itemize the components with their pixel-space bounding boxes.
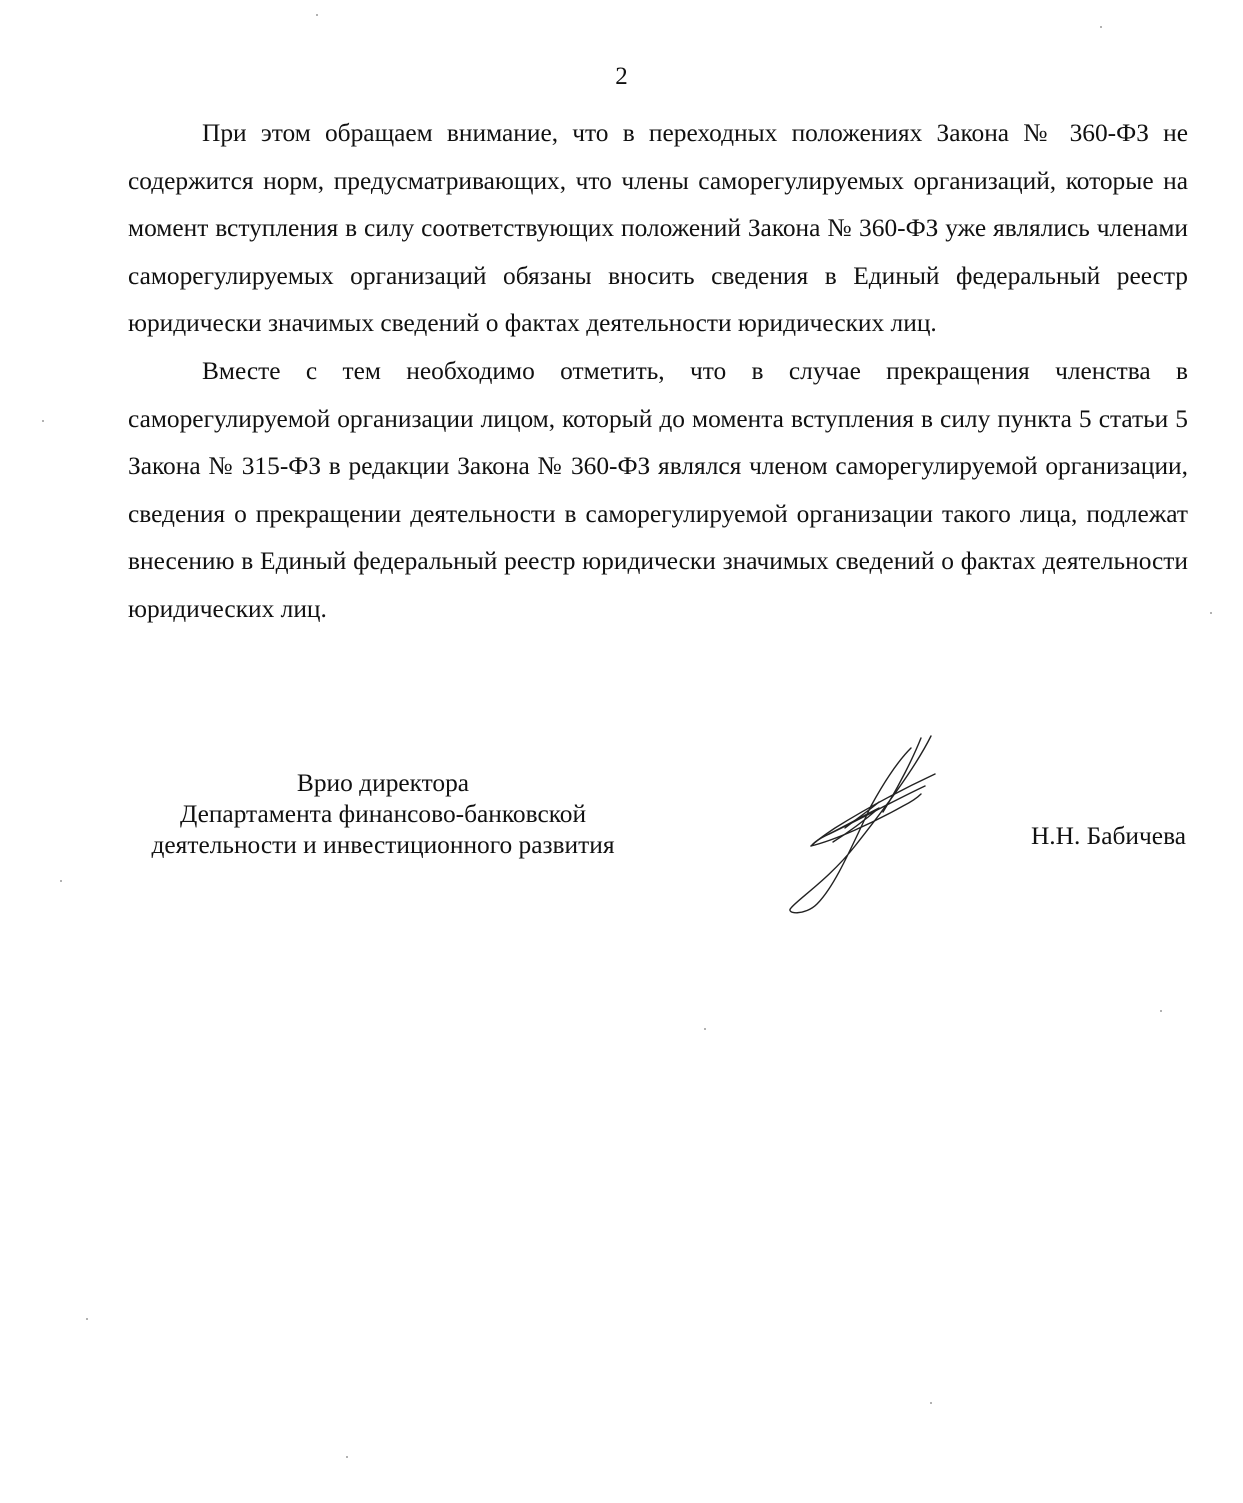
signatory-title (128, 768, 638, 861)
handwritten-signature (775, 728, 950, 918)
paragraph-transitional-provisions: При этом обращаем внимание, что в переходных положениях Закона № 360-ФЗ не содержится норм, предусматривающих, что члены саморегулируемых организаций, которые на момент вступления в силу соответствующих положений Закона № 360-ФЗ уже являлись членами саморегулируемых организаций обязаны вносить сведения в Единый федеральный реестр юридически значимых сведений о фактах деятельности юридических лиц. (128, 119, 1188, 338)
letter-body (128, 110, 1188, 634)
scan-speck (346, 1456, 348, 1458)
scan-speck (316, 14, 318, 16)
signatory-title-line: Врио директора (296, 769, 470, 797)
scan-speck (1210, 612, 1212, 614)
scan-speck (1100, 26, 1102, 28)
scan-speck (86, 1318, 88, 1320)
scan-speck (42, 420, 44, 422)
signatory-title-line: деятельности и инвестиционного развития (151, 831, 615, 859)
signer-name: Н.Н. Бабичева (1030, 822, 1186, 850)
page-number: 2 (615, 63, 628, 90)
scan-speck (930, 1402, 932, 1404)
paragraph-membership-termination: Вместе с тем необходимо отметить, что в случае прекращения членства в саморегулируемой организации лицом, который до момента вступления в силу пункта 5 статьи 5 Закона № 315-ФЗ в редакции Закона № 360-ФЗ являлся членом саморегулируемой организации, сведения о прекращении деятельности в саморегулируемой организации такого лица, подлежат внесению в Единый федеральный реестр юридически значимых сведений о фактах деятельности юридических лиц. (128, 356, 1188, 623)
scan-speck (60, 880, 62, 882)
signatory-title-line: Департамента финансово-банковской (179, 800, 587, 828)
scan-speck (704, 1028, 706, 1030)
scan-speck (1160, 1010, 1162, 1012)
